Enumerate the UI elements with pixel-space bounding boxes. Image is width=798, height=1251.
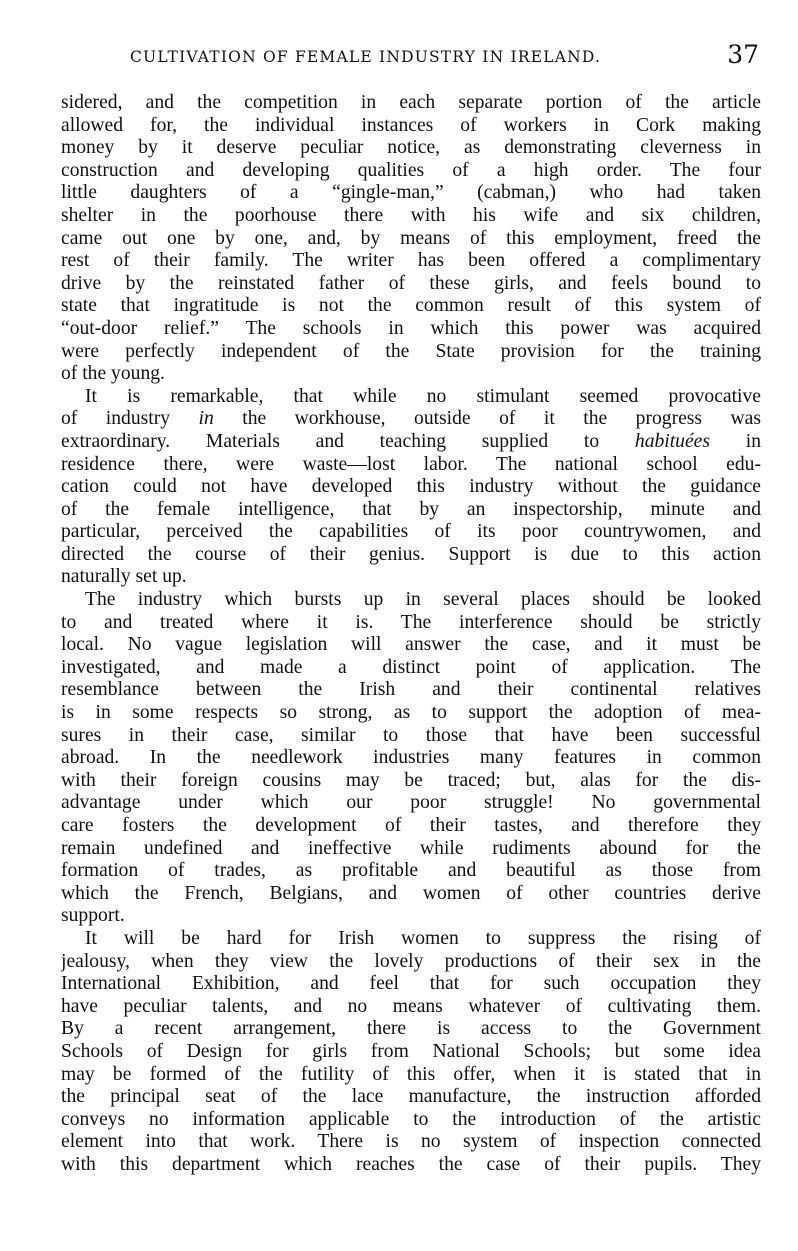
text-line: cation could not have developed this industry without the guidance bbox=[61, 476, 761, 498]
text-line: sidered, and the competition in each separate portion of the article bbox=[61, 92, 761, 113]
text-line: is in some respects so strong, as to support the adoption of mea- bbox=[61, 702, 761, 724]
text-line bbox=[61, 431, 761, 454]
text-line: Schools of Design for girls from National Schools; but some idea bbox=[61, 1040, 761, 1062]
text-line: came out one by one, and, by means of this employment, freed the bbox=[61, 227, 761, 249]
paragraph-end-line: of the young. bbox=[61, 363, 165, 385]
text-line: resemblance between the Irish and their continental relatives bbox=[61, 679, 761, 701]
text-line: International Exhibition, and feel that for such occupation they bbox=[61, 973, 761, 995]
text-line: By a recent arrangement, there is access to the Government bbox=[61, 1018, 761, 1040]
body-text bbox=[61, 92, 761, 1177]
text-line: element into that work. There is no system of inspection connected bbox=[61, 1131, 761, 1153]
page-header bbox=[120, 40, 765, 76]
text-line: little daughters of a “gingle-man,” (cabman,) who had taken bbox=[61, 182, 761, 204]
text-line: which the French, Belgians, and women of other countries derive bbox=[61, 882, 761, 904]
text-line: to and treated where it is. The interference should be strictly bbox=[61, 611, 761, 633]
page-number: 37 bbox=[727, 40, 759, 69]
text-line: allowed for, the individual instances of workers in Cork making bbox=[61, 114, 761, 136]
paragraph-end-line: naturally set up. bbox=[61, 566, 187, 588]
italic-text: in bbox=[198, 408, 214, 430]
paragraph-start-line: It is remarkable, that while no stimulant seemed provocative bbox=[85, 385, 761, 407]
italic-text: habituées bbox=[634, 430, 710, 452]
text-line: shelter in the poorhouse there with his wife and six children, bbox=[61, 204, 761, 226]
text-line: were perfectly independent of the State provision for the training bbox=[61, 340, 761, 362]
paragraph-end-line: support. bbox=[61, 905, 125, 927]
text-line: residence there, were waste—lost labor. The national school edu- bbox=[61, 453, 761, 475]
text-line: state that ingratitude is not the common result of this system of bbox=[61, 295, 761, 317]
text-line: of the female intelligence, that by an inspectorship, minute and bbox=[61, 498, 761, 520]
text-line: drive by the reinstated father of these girls, and feels bound to bbox=[61, 272, 761, 294]
text-line bbox=[61, 408, 761, 431]
text-fragment: the workhouse, outside of it the progress was bbox=[242, 408, 761, 430]
text-line: construction and developing qualities of a high order. The four bbox=[61, 159, 761, 181]
text-line: remain undefined and ineffective while rudiments abound for the bbox=[61, 837, 761, 859]
text-line: care fosters the development of their tastes, and therefore they bbox=[61, 815, 761, 836]
running-title: CULTIVATION OF FEMALE INDUSTRY IN IRELAND. bbox=[130, 48, 602, 66]
text-fragment: extraordinary. Materials and teaching supplied to bbox=[61, 430, 600, 452]
text-line: investigated, and made a distinct point of application. The bbox=[61, 656, 761, 678]
text-line: have peculiar talents, and no means whatever of cultivating them. bbox=[61, 995, 761, 1017]
text-line: with this department which reaches the case of their pupils. They bbox=[61, 1153, 761, 1175]
text-line: local. No vague legislation will answer the case, and it must be bbox=[61, 634, 761, 656]
text-fragment: of industry bbox=[61, 408, 171, 430]
text-line: formation of trades, as profitable and beautiful as those from bbox=[61, 860, 761, 882]
text-line: the principal seat of the lace manufacture, the instruction afforded bbox=[61, 1086, 761, 1108]
text-line: with their foreign cousins may be traced; but, alas for the dis- bbox=[61, 769, 761, 791]
text-line: advantage under which our poor struggle! No governmental bbox=[61, 792, 761, 814]
text-line: “out-door relief.” The schools in which this power was acquired bbox=[61, 317, 761, 339]
text-line: conveys no information applicable to the introduction of the artistic bbox=[61, 1108, 761, 1130]
text-line: particular, perceived the capabilities of its poor countrywomen, and bbox=[61, 521, 761, 543]
text-line: jealousy, when they view the lovely productions of their sex in the bbox=[61, 950, 761, 972]
text-fragment: in bbox=[745, 430, 761, 452]
paragraph-start-line: The industry which bursts up in several places should be looked bbox=[85, 589, 761, 611]
text-line: sures in their case, similar to those that have been successful bbox=[61, 724, 761, 746]
text-line: abroad. In the needlework industries many features in common bbox=[61, 747, 761, 769]
text-line: rest of their family. The writer has been offered a complimentary bbox=[61, 250, 761, 272]
text-line: money by it deserve peculiar notice, as demonstrating cleverness in bbox=[61, 137, 761, 159]
text-line: may be formed of the futility of this offer, when it is stated that in bbox=[61, 1063, 761, 1085]
paragraph-start-line: It will be hard for Irish women to suppress the rising of bbox=[85, 927, 761, 949]
text-line: directed the course of their genius. Support is due to this action bbox=[61, 543, 761, 565]
